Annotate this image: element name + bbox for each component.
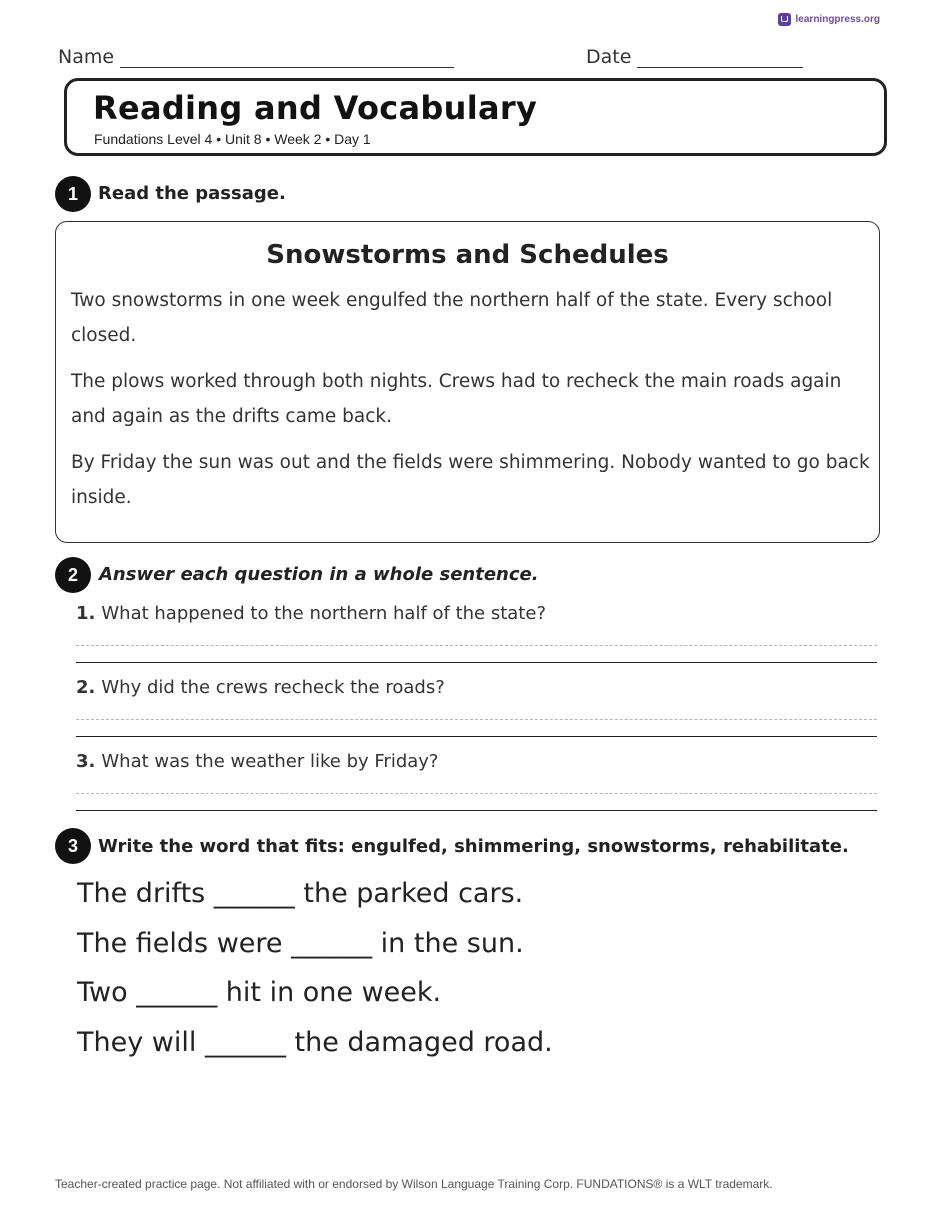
title-box	[64, 78, 887, 156]
name-label: Name	[58, 46, 115, 68]
page-subtitle: Fundations Level 4 • Unit 8 • Week 2 • Day 1	[94, 131, 371, 147]
fill-sentence-3[interactable]: Two ______ hit in one week.	[77, 977, 442, 1008]
brand-link[interactable]	[778, 13, 880, 26]
fill-sentence-1[interactable]: The drifts ______ the parked cars.	[77, 878, 524, 909]
section-1-number: 1	[55, 176, 91, 212]
answer-guide-line	[76, 719, 877, 720]
fill-sentence-2[interactable]: The fields were ______ in the sun.	[77, 928, 524, 959]
book-icon	[778, 13, 791, 26]
name-field[interactable]	[58, 46, 454, 68]
question-text: Why did the crews recheck the roads?	[101, 677, 445, 698]
passage-paragraph: Two snowstorms in one week engulfed the northern half of the state. Every school closed.	[71, 290, 833, 346]
brand-text: learningpress.org	[795, 14, 880, 25]
passage-paragraph: By Friday the sun was out and the fields were shimmering. Nobody wanted to go back inside.	[71, 452, 870, 508]
footer-disclaimer: Teacher-created practice page. Not affiliated with or endorsed by Wilson Language Training Corp. FUNDATIONS® is a WLT trademark.	[55, 1177, 773, 1191]
question-text: What happened to the northern half of the state?	[101, 603, 546, 624]
fill-sentence-4[interactable]: They will ______ the damaged road.	[77, 1027, 553, 1058]
page-title: Reading and Vocabulary	[93, 89, 538, 127]
passage-title: Snowstorms and Schedules	[266, 240, 669, 270]
question-number: 3.	[76, 751, 96, 772]
passage-box	[55, 221, 880, 543]
answer-line-3[interactable]	[76, 810, 877, 811]
question-2	[76, 677, 445, 698]
section-1-label: Read the passage.	[98, 183, 286, 204]
section-3-label: Write the word that fits: engulfed, shimmering, snowstorms, rehabilitate.	[98, 836, 849, 857]
answer-guide-line	[76, 793, 877, 794]
question-1	[76, 603, 546, 624]
question-3	[76, 751, 438, 772]
passage-paragraph: The plows worked through both nights. Crews had to recheck the main roads again and again as the drifts came back.	[71, 371, 842, 427]
date-field[interactable]	[586, 46, 803, 68]
section-3-number: 3	[55, 828, 91, 864]
answer-guide-line	[76, 645, 877, 646]
question-number: 2.	[76, 677, 96, 698]
name-line[interactable]	[120, 49, 454, 68]
date-label: Date	[586, 46, 632, 68]
section-2-label: Answer each question in a whole sentence.	[99, 564, 539, 585]
question-number: 1.	[76, 603, 96, 624]
section-2-number: 2	[55, 557, 91, 593]
date-line[interactable]	[637, 49, 803, 68]
answer-line-1[interactable]	[76, 662, 877, 663]
answer-line-2[interactable]	[76, 736, 877, 737]
question-text: What was the weather like by Friday?	[101, 751, 439, 772]
